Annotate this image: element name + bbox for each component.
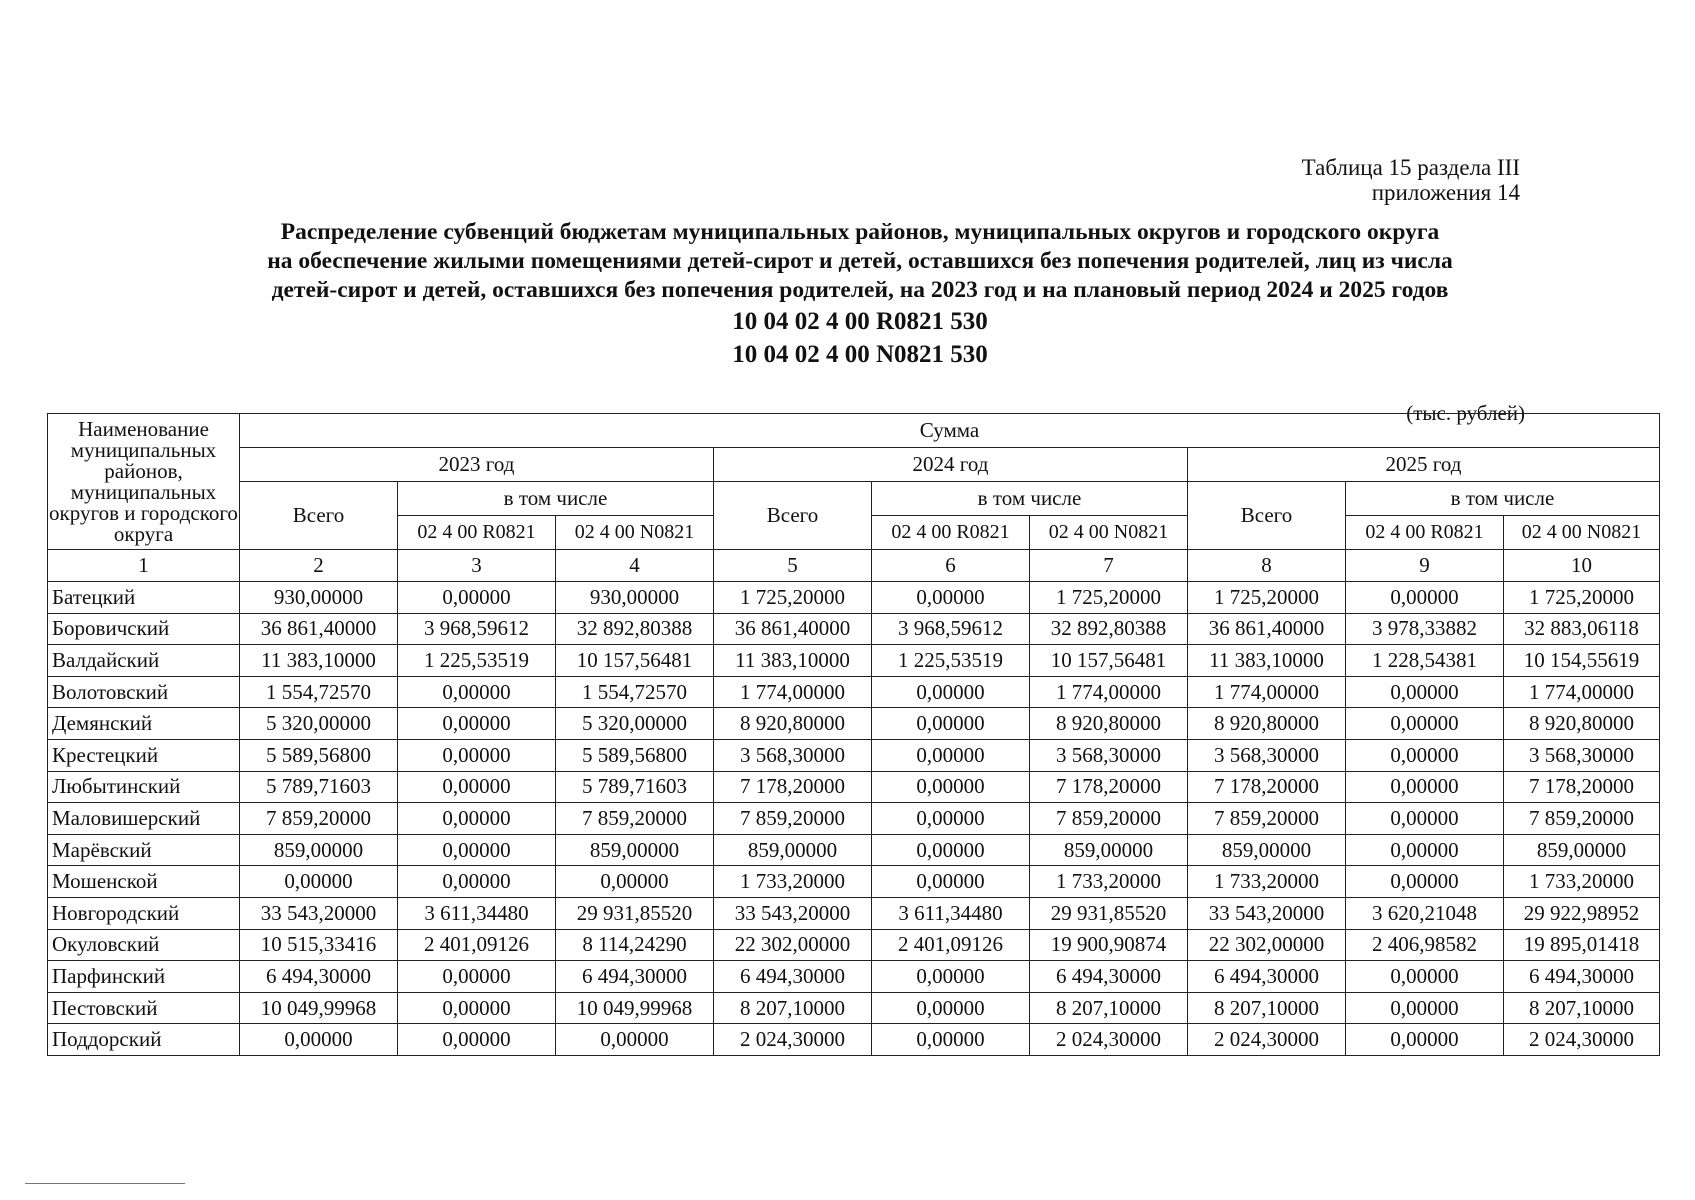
amount-cell: 0,00000 — [1346, 866, 1504, 898]
amount-cell: 0,00000 — [240, 866, 398, 898]
title-line-1: Распределение субвенций бюджетам муниципальных районов, муниципальных округов и городского округа — [280, 219, 1440, 245]
amount-cell: 0,00000 — [398, 739, 556, 771]
table-row — [48, 866, 1660, 898]
amount-cell: 859,00000 — [240, 834, 398, 866]
amount-cell: 2 024,30000 — [714, 1024, 872, 1056]
district-name: Валдайский — [48, 645, 240, 677]
budget-code-r: 10 04 02 4 00 R0821 530 — [732, 308, 988, 335]
amount-cell: 7 859,20000 — [1504, 803, 1660, 835]
amount-cell: 5 789,71603 — [556, 771, 714, 803]
amount-cell: 10 049,99968 — [240, 992, 398, 1024]
amount-cell: 7 178,20000 — [714, 771, 872, 803]
amount-cell: 3 611,34480 — [398, 897, 556, 929]
header-year-2023: 2023 год — [240, 448, 714, 482]
header-code-n-2025: 02 4 00 N0821 — [1504, 516, 1660, 550]
amount-cell: 0,00000 — [1346, 961, 1504, 993]
amount-cell: 0,00000 — [240, 1024, 398, 1056]
amount-cell: 1 774,00000 — [1504, 676, 1660, 708]
amount-cell: 0,00000 — [398, 708, 556, 740]
amount-cell: 0,00000 — [556, 1024, 714, 1056]
amount-cell: 0,00000 — [1346, 676, 1504, 708]
amount-cell: 8 207,10000 — [714, 992, 872, 1024]
amount-cell: 36 861,40000 — [1188, 613, 1346, 645]
amount-cell: 2 406,98582 — [1346, 929, 1504, 961]
column-number: 4 — [556, 550, 714, 582]
amount-cell: 0,00000 — [872, 1024, 1030, 1056]
header-total-2023: Всего — [240, 482, 398, 550]
amount-cell: 6 494,30000 — [1504, 961, 1660, 993]
amount-cell: 0,00000 — [1346, 834, 1504, 866]
column-number: 9 — [1346, 550, 1504, 582]
amount-cell: 2 401,09126 — [398, 929, 556, 961]
subvention-table — [47, 413, 1660, 1056]
amount-cell: 19 900,90874 — [1030, 929, 1188, 961]
amount-cell: 1 733,20000 — [1504, 866, 1660, 898]
amount-cell: 7 178,20000 — [1030, 771, 1188, 803]
amount-cell: 5 320,00000 — [556, 708, 714, 740]
amount-cell: 10 157,56481 — [1030, 645, 1188, 677]
amount-cell: 6 494,30000 — [1030, 961, 1188, 993]
amount-cell: 1 554,72570 — [556, 676, 714, 708]
amount-cell: 3 568,30000 — [714, 739, 872, 771]
district-name: Боровичский — [48, 613, 240, 645]
amount-cell: 3 568,30000 — [1030, 739, 1188, 771]
amount-cell: 1 725,20000 — [1030, 582, 1188, 614]
amount-cell: 3 968,59612 — [398, 613, 556, 645]
amount-cell: 0,00000 — [398, 1024, 556, 1056]
amount-cell: 7 859,20000 — [240, 803, 398, 835]
column-number: 1 — [48, 550, 240, 582]
amount-cell: 0,00000 — [872, 834, 1030, 866]
amount-cell: 36 861,40000 — [714, 613, 872, 645]
table-row — [48, 834, 1660, 866]
amount-cell: 29 922,98952 — [1504, 897, 1660, 929]
amount-cell: 0,00000 — [398, 961, 556, 993]
amount-cell: 11 383,10000 — [240, 645, 398, 677]
amount-cell: 2 401,09126 — [872, 929, 1030, 961]
amount-cell: 0,00000 — [398, 992, 556, 1024]
amount-cell: 33 543,20000 — [1188, 897, 1346, 929]
amount-cell: 8 920,80000 — [1188, 708, 1346, 740]
amount-cell: 1 225,53519 — [398, 645, 556, 677]
table-row — [48, 771, 1660, 803]
amount-cell: 10 049,99968 — [556, 992, 714, 1024]
amount-cell: 1 733,20000 — [1030, 866, 1188, 898]
table-row — [48, 582, 1660, 614]
amount-cell: 6 494,30000 — [240, 961, 398, 993]
amount-cell: 7 859,20000 — [1188, 803, 1346, 835]
amount-cell: 22 302,00000 — [714, 929, 872, 961]
amount-cell: 3 568,30000 — [1188, 739, 1346, 771]
district-name: Крестецкий — [48, 739, 240, 771]
amount-cell: 36 861,40000 — [240, 613, 398, 645]
amount-cell: 1 225,53519 — [872, 645, 1030, 677]
amount-cell: 29 931,85520 — [556, 897, 714, 929]
amount-cell: 0,00000 — [1346, 771, 1504, 803]
amount-cell: 22 302,00000 — [1188, 929, 1346, 961]
amount-cell: 8 114,24290 — [556, 929, 714, 961]
amount-cell: 1 228,54381 — [1346, 645, 1504, 677]
table-caption — [1302, 155, 1520, 205]
amount-cell: 859,00000 — [1030, 834, 1188, 866]
amount-cell: 7 178,20000 — [1504, 771, 1660, 803]
amount-cell: 8 207,10000 — [1030, 992, 1188, 1024]
amount-cell: 6 494,30000 — [1188, 961, 1346, 993]
amount-cell: 0,00000 — [1346, 803, 1504, 835]
amount-cell: 0,00000 — [872, 992, 1030, 1024]
table-row — [48, 613, 1660, 645]
table-row — [48, 803, 1660, 835]
header-sum: Сумма — [240, 414, 1660, 448]
amount-cell: 1 774,00000 — [1188, 676, 1346, 708]
amount-cell: 8 920,80000 — [1504, 708, 1660, 740]
amount-cell: 3 978,33882 — [1346, 613, 1504, 645]
amount-cell: 1 554,72570 — [240, 676, 398, 708]
table-row — [48, 1024, 1660, 1056]
amount-cell: 0,00000 — [398, 803, 556, 835]
amount-cell: 0,00000 — [872, 961, 1030, 993]
amount-cell: 0,00000 — [398, 771, 556, 803]
amount-cell: 1 725,20000 — [714, 582, 872, 614]
amount-cell: 0,00000 — [872, 866, 1030, 898]
amount-cell: 2 024,30000 — [1188, 1024, 1346, 1056]
amount-cell: 7 178,20000 — [1188, 771, 1346, 803]
amount-cell: 859,00000 — [1504, 834, 1660, 866]
amount-cell: 0,00000 — [872, 676, 1030, 708]
amount-cell: 8 207,10000 — [1504, 992, 1660, 1024]
amount-cell: 0,00000 — [872, 708, 1030, 740]
amount-cell: 11 383,10000 — [714, 645, 872, 677]
amount-cell: 29 931,85520 — [1030, 897, 1188, 929]
amount-cell: 1 725,20000 — [1188, 582, 1346, 614]
header-code-r-2023: 02 4 00 R0821 — [398, 516, 556, 550]
table-row — [48, 739, 1660, 771]
amount-cell: 6 494,30000 — [714, 961, 872, 993]
amount-cell: 33 543,20000 — [714, 897, 872, 929]
amount-cell: 7 859,20000 — [556, 803, 714, 835]
district-name: Мошенской — [48, 866, 240, 898]
amount-cell: 11 383,10000 — [1188, 645, 1346, 677]
amount-cell: 10 515,33416 — [240, 929, 398, 961]
amount-cell: 3 968,59612 — [872, 613, 1030, 645]
column-number-row — [48, 550, 1660, 582]
amount-cell: 859,00000 — [714, 834, 872, 866]
column-number: 8 — [1188, 550, 1346, 582]
amount-cell: 0,00000 — [398, 834, 556, 866]
district-name: Поддорский — [48, 1024, 240, 1056]
footer-divider — [25, 1183, 185, 1184]
amount-cell: 1 774,00000 — [714, 676, 872, 708]
amount-cell: 1 774,00000 — [1030, 676, 1188, 708]
header-code-n-2023: 02 4 00 N0821 — [556, 516, 714, 550]
header-code-n-2024: 02 4 00 N0821 — [1030, 516, 1188, 550]
amount-cell: 1 733,20000 — [1188, 866, 1346, 898]
district-name: Пестовский — [48, 992, 240, 1024]
column-number: 10 — [1504, 550, 1660, 582]
amount-cell: 1 725,20000 — [1504, 582, 1660, 614]
table-row — [48, 676, 1660, 708]
amount-cell: 0,00000 — [398, 582, 556, 614]
header-total-2025: Всего — [1188, 482, 1346, 550]
amount-cell: 0,00000 — [1346, 739, 1504, 771]
amount-cell: 6 494,30000 — [556, 961, 714, 993]
amount-cell: 3 611,34480 — [872, 897, 1030, 929]
amount-cell: 930,00000 — [556, 582, 714, 614]
table-row — [48, 929, 1660, 961]
column-number: 6 — [872, 550, 1030, 582]
amount-cell: 0,00000 — [556, 866, 714, 898]
amount-cell: 0,00000 — [872, 803, 1030, 835]
amount-cell: 8 920,80000 — [714, 708, 872, 740]
caption-line-2: приложения 14 — [1371, 180, 1520, 205]
amount-cell: 5 589,56800 — [240, 739, 398, 771]
amount-cell: 5 789,71603 — [240, 771, 398, 803]
amount-cell: 0,00000 — [1346, 582, 1504, 614]
amount-cell: 32 892,80388 — [556, 613, 714, 645]
column-number: 5 — [714, 550, 872, 582]
amount-cell: 7 859,20000 — [1030, 803, 1188, 835]
amount-cell: 0,00000 — [398, 676, 556, 708]
amount-cell: 3 568,30000 — [1504, 739, 1660, 771]
amount-cell: 5 589,56800 — [556, 739, 714, 771]
title-line-2: на обеспечение жилыми помещениями детей-сирот и детей, оставшихся без попечения родителей, лиц из числа — [267, 248, 1453, 274]
document-title — [140, 218, 1580, 371]
district-name: Маловишерский — [48, 803, 240, 835]
header-including-2025: в том числе — [1346, 482, 1660, 516]
district-name: Парфинский — [48, 961, 240, 993]
amount-cell: 19 895,01418 — [1504, 929, 1660, 961]
header-code-r-2024: 02 4 00 R0821 — [872, 516, 1030, 550]
district-name: Демянский — [48, 708, 240, 740]
table-row — [48, 992, 1660, 1024]
amount-cell: 0,00000 — [872, 739, 1030, 771]
district-name: Марёвский — [48, 834, 240, 866]
district-name: Новгородский — [48, 897, 240, 929]
column-number: 7 — [1030, 550, 1188, 582]
amount-cell: 0,00000 — [872, 582, 1030, 614]
amount-cell: 32 883,06118 — [1504, 613, 1660, 645]
amount-cell: 8 920,80000 — [1030, 708, 1188, 740]
amount-cell: 7 859,20000 — [714, 803, 872, 835]
header-year-2025: 2025 год — [1188, 448, 1660, 482]
amount-cell: 859,00000 — [1188, 834, 1346, 866]
district-name: Любытинский — [48, 771, 240, 803]
units-label: (тыс. рублей) — [1406, 401, 1525, 425]
header-year-2024: 2024 год — [714, 448, 1188, 482]
column-number: 2 — [240, 550, 398, 582]
amount-cell: 1 733,20000 — [714, 866, 872, 898]
district-name: Батецкий — [48, 582, 240, 614]
header-including-2023: в том числе — [398, 482, 714, 516]
table-row — [48, 961, 1660, 993]
amount-cell: 0,00000 — [1346, 708, 1504, 740]
amount-cell: 10 154,55619 — [1504, 645, 1660, 677]
amount-cell: 0,00000 — [398, 866, 556, 898]
district-name: Волотовский — [48, 676, 240, 708]
table-row — [48, 897, 1660, 929]
amount-cell: 8 207,10000 — [1188, 992, 1346, 1024]
table-row — [48, 645, 1660, 677]
header-total-2024: Всего — [714, 482, 872, 550]
title-line-3: детей-сирот и детей, оставшихся без попечения родителей, на 2023 год и на плановый период 2024 и 2025 годов — [271, 277, 1449, 303]
amount-cell: 930,00000 — [240, 582, 398, 614]
budget-code-n: 10 04 02 4 00 N0821 530 — [732, 341, 988, 368]
amount-cell: 3 620,21048 — [1346, 897, 1504, 929]
column-number: 3 — [398, 550, 556, 582]
amount-cell: 2 024,30000 — [1504, 1024, 1660, 1056]
amount-cell: 5 320,00000 — [240, 708, 398, 740]
district-name: Окуловский — [48, 929, 240, 961]
caption-line-1: Таблица 15 раздела III — [1301, 155, 1520, 180]
amount-cell: 0,00000 — [872, 771, 1030, 803]
header-including-2024: в том числе — [872, 482, 1188, 516]
table-row — [48, 708, 1660, 740]
amount-cell: 0,00000 — [1346, 1024, 1504, 1056]
amount-cell: 10 157,56481 — [556, 645, 714, 677]
amount-cell: 0,00000 — [1346, 992, 1504, 1024]
amount-cell: 33 543,20000 — [240, 897, 398, 929]
amount-cell: 2 024,30000 — [1030, 1024, 1188, 1056]
amount-cell: 32 892,80388 — [1030, 613, 1188, 645]
header-name: Наименование муниципальных районов, муниципальных округов и городского округа — [48, 414, 240, 550]
header-code-r-2025: 02 4 00 R0821 — [1346, 516, 1504, 550]
amount-cell: 859,00000 — [556, 834, 714, 866]
